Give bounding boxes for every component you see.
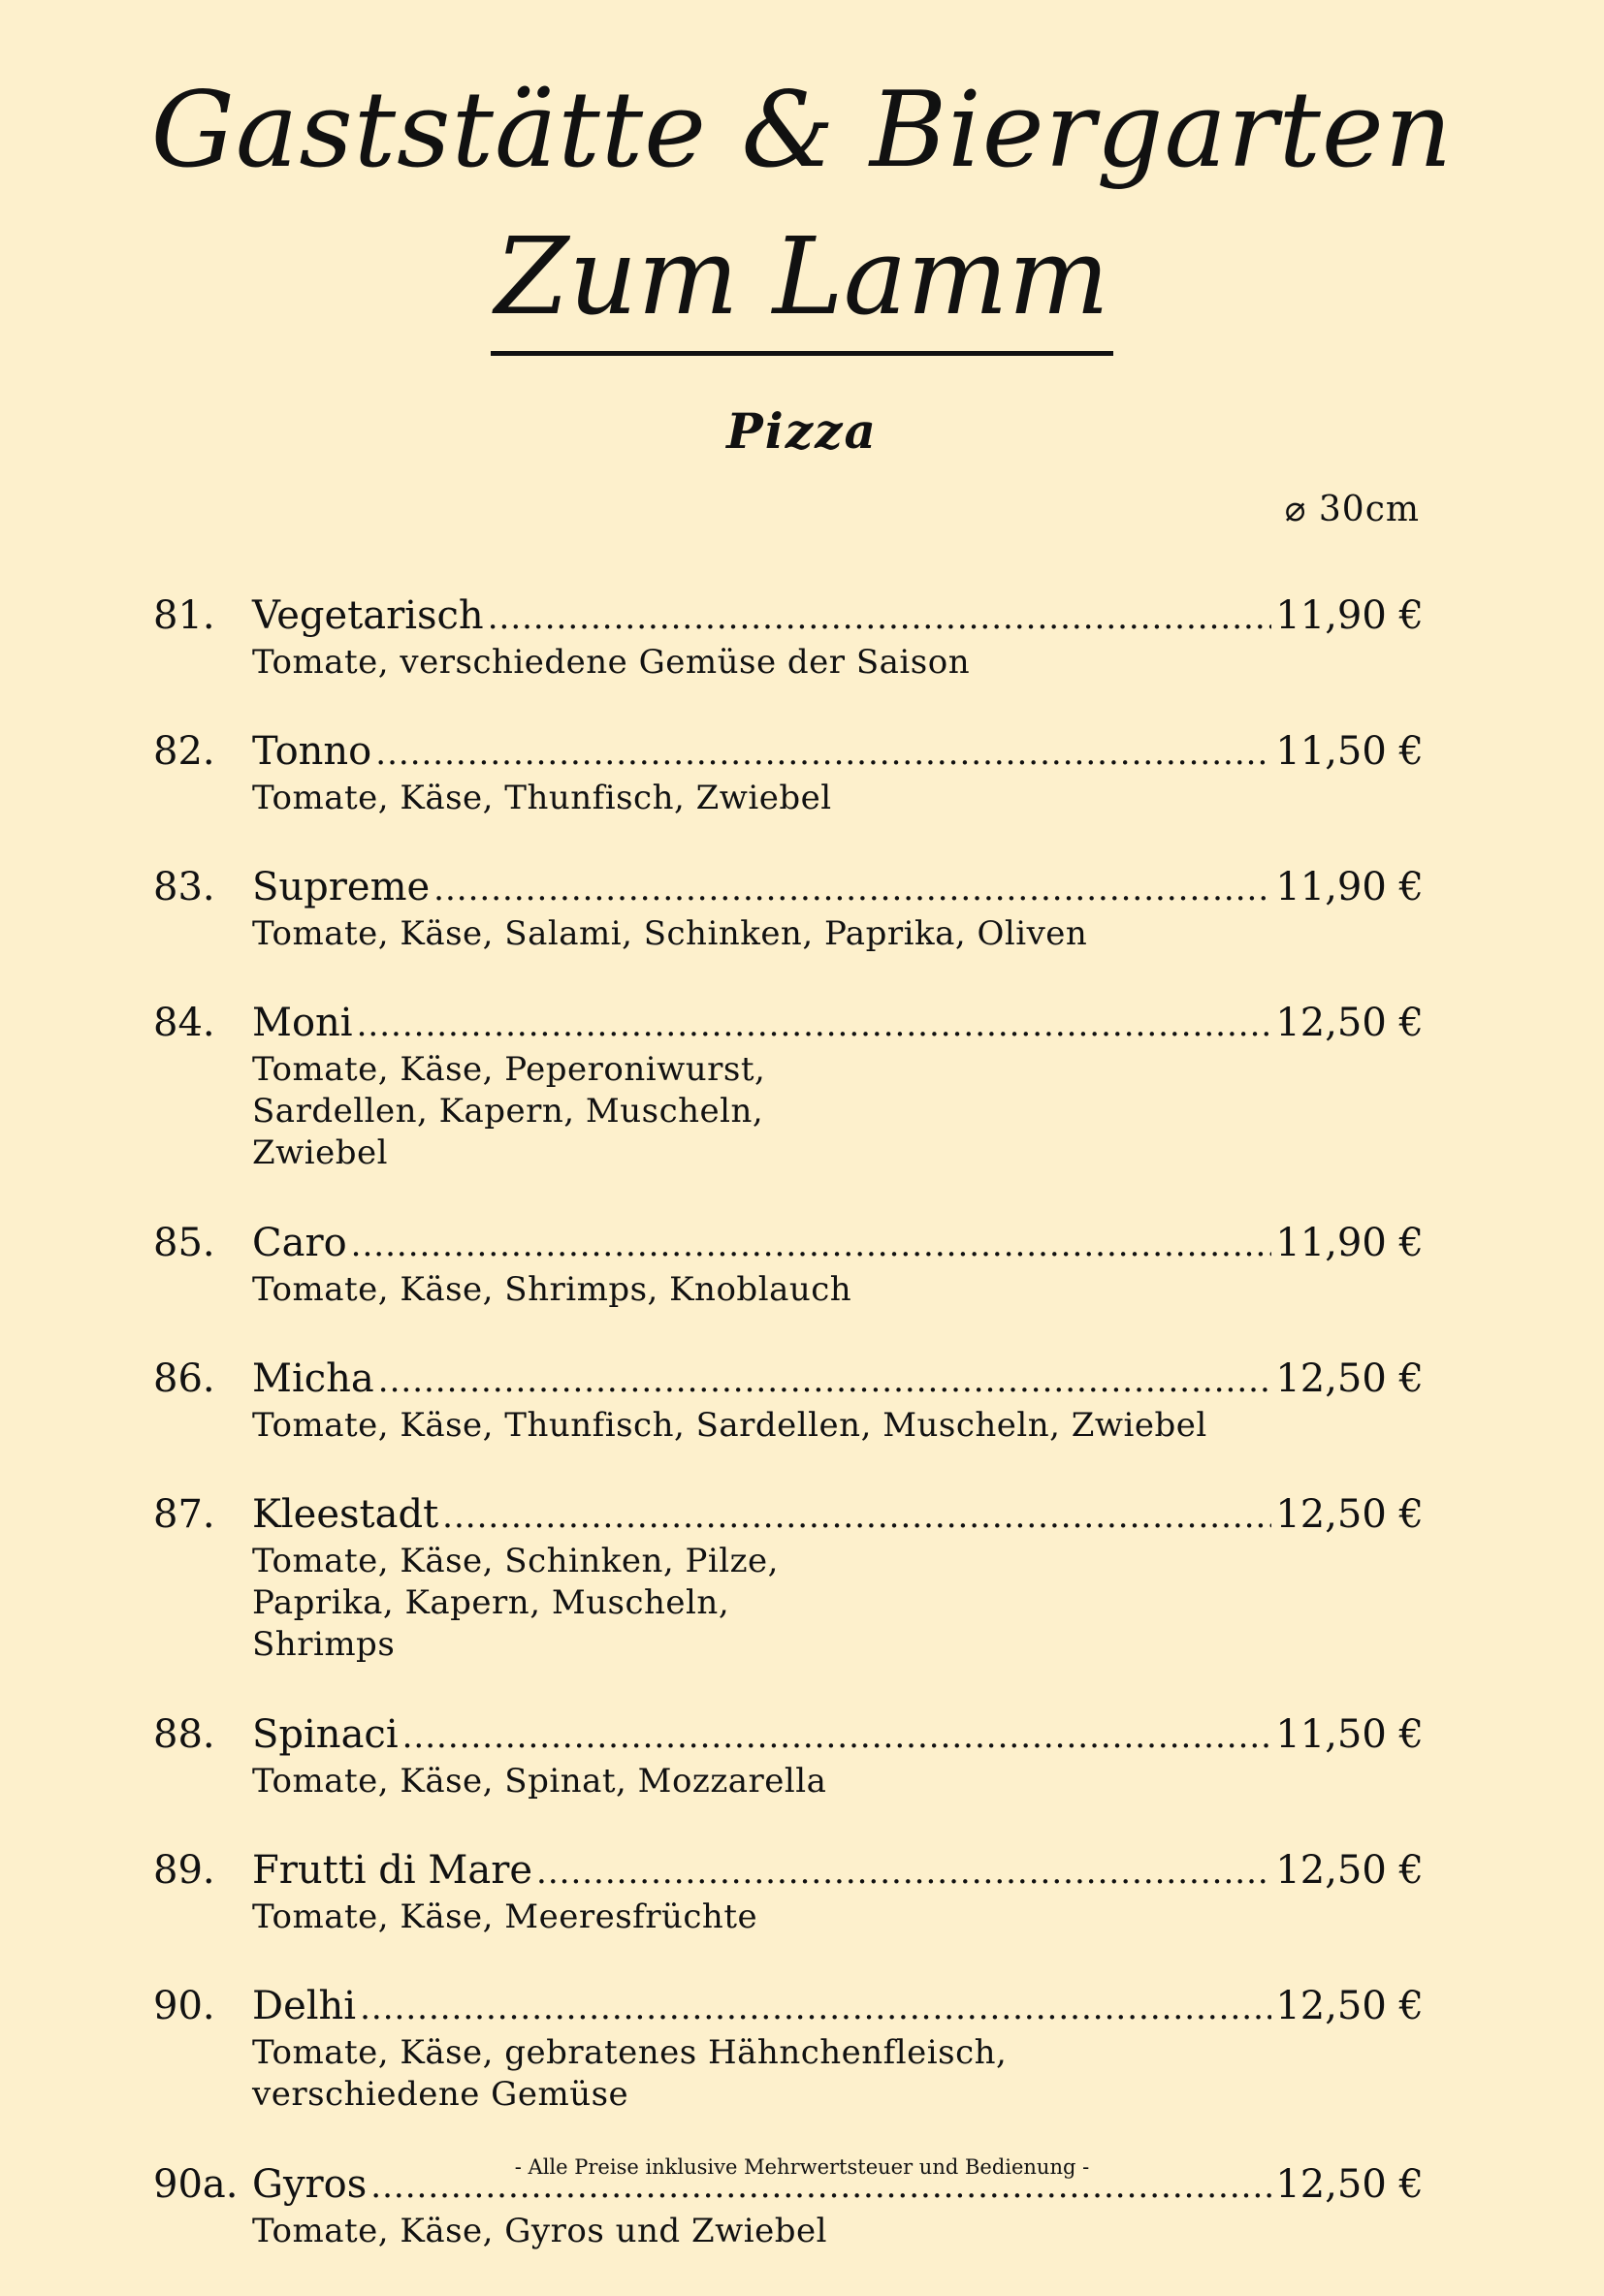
item-number: 90a. xyxy=(153,2162,239,2207)
item-number: 81. xyxy=(153,593,215,638)
item-description: Tomate, Käse, Gyros und Zwiebel xyxy=(252,2212,827,2250)
item-price: 12,50 € xyxy=(1275,1001,1424,1045)
dot-leader xyxy=(488,593,1272,642)
dot-leader xyxy=(402,1712,1272,1761)
dot-leader xyxy=(442,1492,1271,1541)
item-name: Frutti di Mare xyxy=(252,1848,533,1893)
section-title: Pizza xyxy=(726,402,878,460)
menu-item xyxy=(153,1982,1424,2116)
item-name: Supreme xyxy=(252,865,431,909)
item-price: 12,50 € xyxy=(1275,1356,1424,1401)
item-number: 84. xyxy=(153,1001,215,1045)
item-number: 86. xyxy=(153,1356,215,1401)
item-number: 87. xyxy=(153,1492,215,1537)
item-description: Tomate, Käse, Shrimps, Knoblauch xyxy=(252,1270,852,1309)
item-price: 11,50 € xyxy=(1275,1712,1424,1757)
menu-item xyxy=(153,1490,1424,1666)
item-description: Tomate, verschiedene Gemüse der Saison xyxy=(252,643,971,682)
menu-item xyxy=(153,1846,1424,1938)
menu-item xyxy=(153,1355,1424,1447)
header xyxy=(0,58,1604,356)
item-number: 88. xyxy=(153,1712,215,1757)
item-name: Vegetarisch xyxy=(252,593,484,638)
item-number: 82. xyxy=(153,729,215,774)
item-name: Spinaci xyxy=(252,1712,399,1757)
price-footnote: - Alle Preise inklusive Mehrwertsteuer und Bedienung - xyxy=(514,2155,1090,2179)
item-description: Tomate, Käse, gebratenes Hähnchenfleisch, verschiedene Gemüse xyxy=(252,2033,1008,2114)
pizza-menu-list xyxy=(153,591,1424,2296)
item-description: Tomate, Käse, Spinat, Mozzarella xyxy=(252,1762,827,1801)
item-number: 90. xyxy=(153,1984,215,2028)
item-description: Tomate, Käse, Schinken, Pilze, Paprika, Kapern, Muscheln, Shrimps xyxy=(252,1542,779,1664)
item-price: 12,50 € xyxy=(1275,1848,1424,1893)
item-number: 85. xyxy=(153,1221,215,1265)
item-description: Tomate, Käse, Salami, Schinken, Paprika, Oliven xyxy=(252,914,1088,953)
dot-leader xyxy=(360,1984,1271,2032)
menu-item xyxy=(153,727,1424,819)
menu-item xyxy=(153,1710,1424,1802)
dot-leader xyxy=(378,1356,1272,1405)
pizza-size-note: ⌀ 30cm xyxy=(1284,490,1420,529)
item-name: Tonno xyxy=(252,729,372,774)
item-name: Delhi xyxy=(252,1984,357,2028)
item-name: Micha xyxy=(252,1356,374,1401)
item-number: 83. xyxy=(153,865,215,909)
item-description: Tomate, Käse, Meeresfrüchte xyxy=(252,1897,758,1936)
menu-item xyxy=(153,1219,1424,1311)
item-price: 12,50 € xyxy=(1275,1492,1424,1537)
item-name: Caro xyxy=(252,1221,347,1265)
item-price: 12,50 € xyxy=(1275,2162,1424,2207)
item-description: Tomate, Käse, Peperoniwurst, Sardellen, Kapern, Muscheln, Zwiebel xyxy=(252,1050,766,1172)
item-price: 12,50 € xyxy=(1275,1984,1424,2028)
item-price: 11,50 € xyxy=(1275,729,1424,774)
menu-item xyxy=(153,999,1424,1174)
item-description: Tomate, Käse, Thunfisch, Sardellen, Muscheln, Zwiebel xyxy=(252,1406,1207,1445)
item-name: Moni xyxy=(252,1001,353,1045)
item-price: 11,90 € xyxy=(1275,593,1424,638)
item-name: Kleestadt xyxy=(252,1492,439,1537)
menu-item xyxy=(153,863,1424,955)
menu-item xyxy=(153,591,1424,684)
item-price: 11,90 € xyxy=(1275,865,1424,909)
dot-leader xyxy=(357,1001,1272,1049)
restaurant-title: Gaststätte & Biergarten xyxy=(150,70,1454,191)
item-number: 89. xyxy=(153,1848,215,1893)
dot-leader xyxy=(351,1221,1272,1269)
dot-leader xyxy=(536,1848,1271,1897)
item-name: Gyros xyxy=(252,2162,368,2207)
item-price: 11,90 € xyxy=(1275,1221,1424,1265)
dot-leader xyxy=(433,865,1271,913)
dot-leader xyxy=(375,729,1271,778)
item-description: Tomate, Käse, Thunfisch, Zwiebel xyxy=(252,779,832,817)
restaurant-name: Zum Lamm xyxy=(491,204,1113,356)
